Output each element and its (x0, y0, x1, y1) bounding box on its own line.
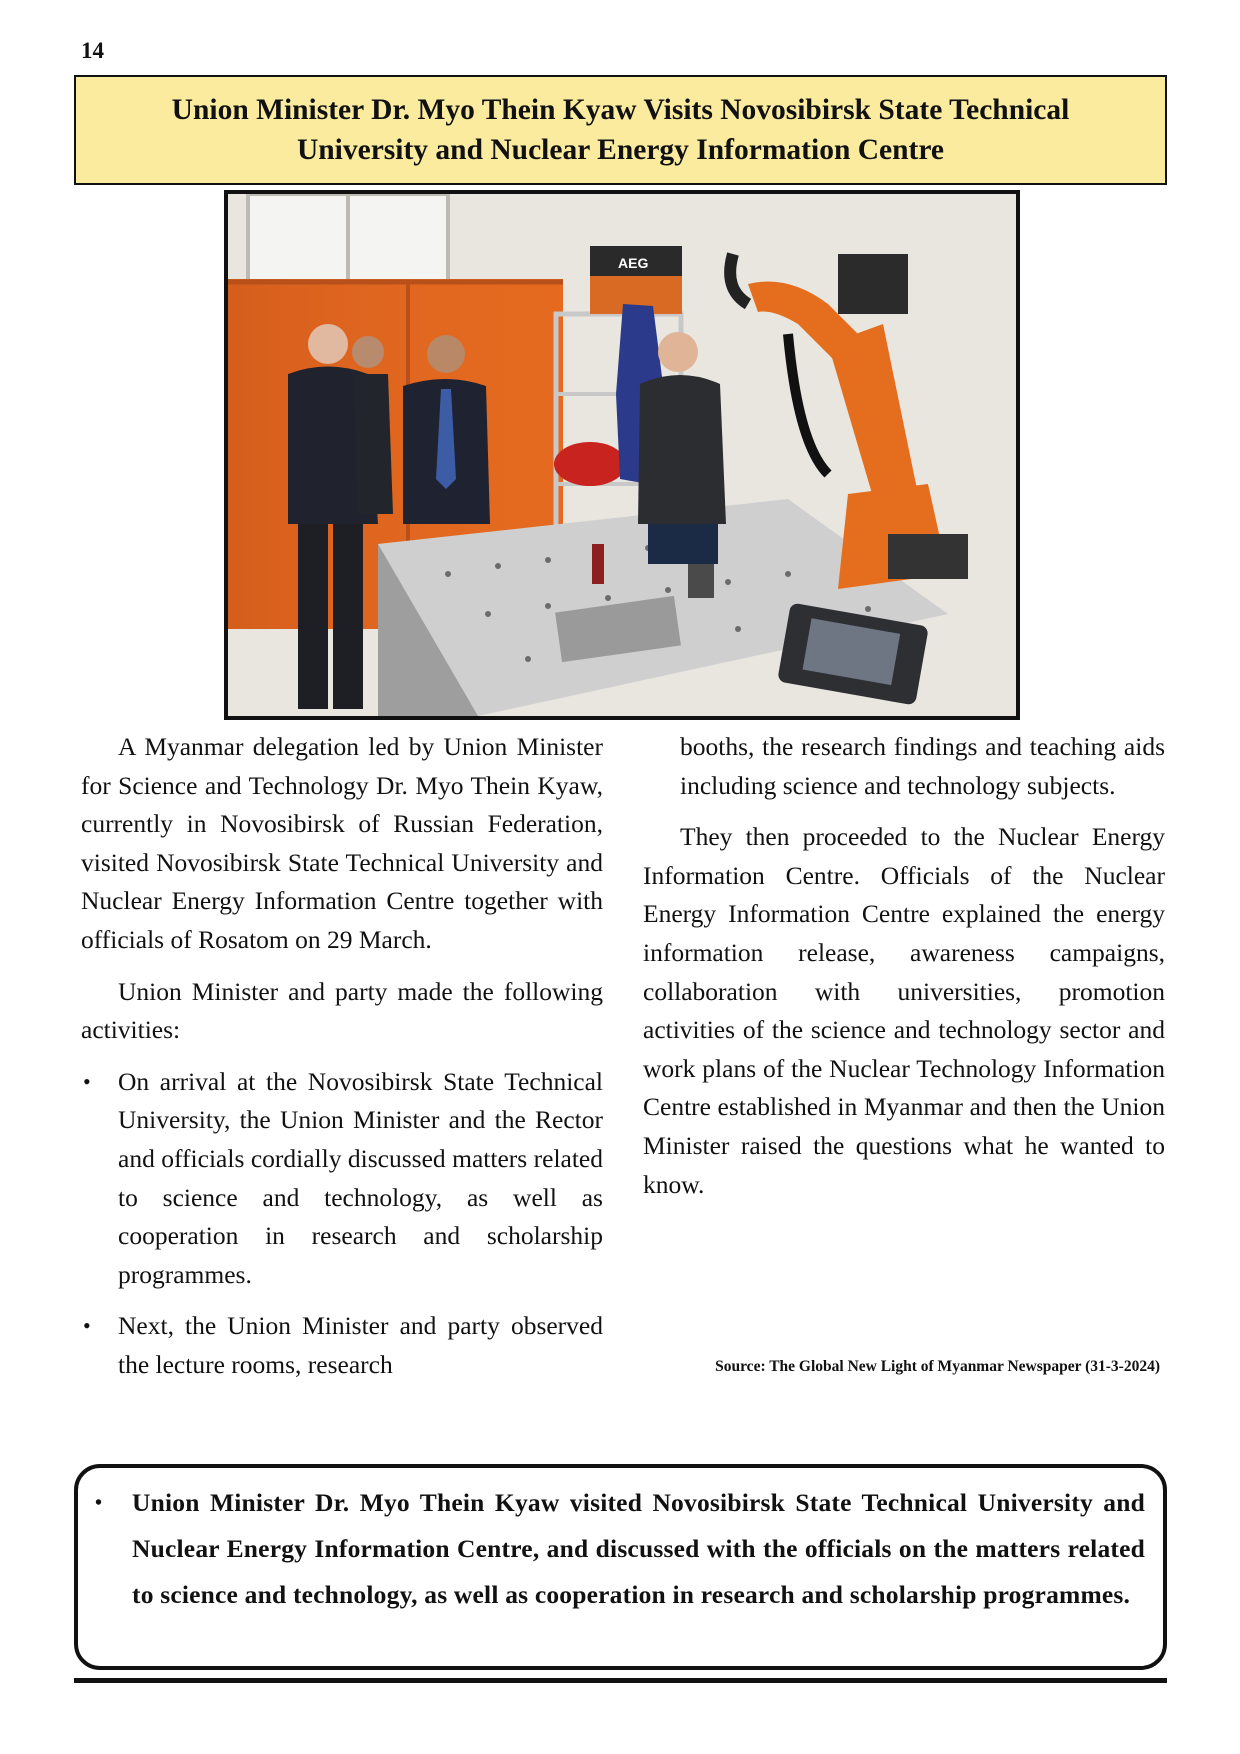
paragraph-intro: A Myanmar delegation led by Union Minister for Science and Technology Dr. Myo Thein Kyaw, currently in Novosibirsk of Russian Federation, visited Novosibirsk State Technical University and Nuclear Energy Information Centre together with officials of Rosatom on 29 March. (81, 732, 603, 954)
list-item (81, 1063, 603, 1295)
article-left-column (81, 728, 603, 1398)
summary-box (74, 1464, 1167, 1670)
paragraph-nuclear-centre: They then proceeded to the Nuclear Energy Information Centre. Officials of the Nuclear Energy Information Centre explained the energy information release, awareness campaigns, collaboration with universities, promotion activities of the science and technology sector and work plans of the Nuclear Technology Information Centre established in Myanmar and then the Union Minister raised the questions what he wanted to know. (643, 822, 1165, 1199)
summary-text-block (95, 1480, 1145, 1618)
paragraph-activities: Union Minister and party made the following activities: (81, 976, 603, 1045)
bullet-icon: • (83, 1313, 91, 1339)
activity-list (81, 1063, 603, 1385)
bullet-text: Next, the Union Minister and party observed the lecture rooms, research (118, 1311, 603, 1379)
list-item (81, 1307, 603, 1384)
source-credit: Source: The Global New Light of Myanmar Newspaper (31-3-2024) (715, 1358, 1160, 1375)
summary-text: Union Minister Dr. Myo Thein Kyaw visited Novosibirsk State Technical University and Nuclear Energy Information Centre, and discussed with the officials on the matters related to science and technology, as well as cooperation in research and scholarship programmes. (132, 1488, 1145, 1609)
bottom-rule (74, 1678, 1167, 1683)
bullet-icon: • (95, 1492, 103, 1514)
title-line-1: Union Minister Dr. Myo Thein Kyaw Visits Novosibirsk State Technical (171, 94, 1070, 126)
article-photo (224, 190, 1020, 720)
title-banner (74, 75, 1167, 185)
bullet-text: On arrival at the Novosibirsk State Technical University, the Union Minister and the Rector and officials cordially discussed matters related to science and technology, as well as cooperation in research and scholarship programmes. (118, 1066, 603, 1289)
photo-illustration (228, 194, 1016, 716)
title-line-2: University and Nuclear Energy Information Centre (296, 134, 945, 166)
box-label: AEG (618, 255, 649, 271)
bullet-continuation: booths, the research findings and teaching aids including science and technology subjects. (680, 732, 1165, 800)
bullet-icon: • (83, 1068, 91, 1094)
article-right-column (643, 728, 1165, 1217)
page-number: 14 (81, 38, 104, 63)
